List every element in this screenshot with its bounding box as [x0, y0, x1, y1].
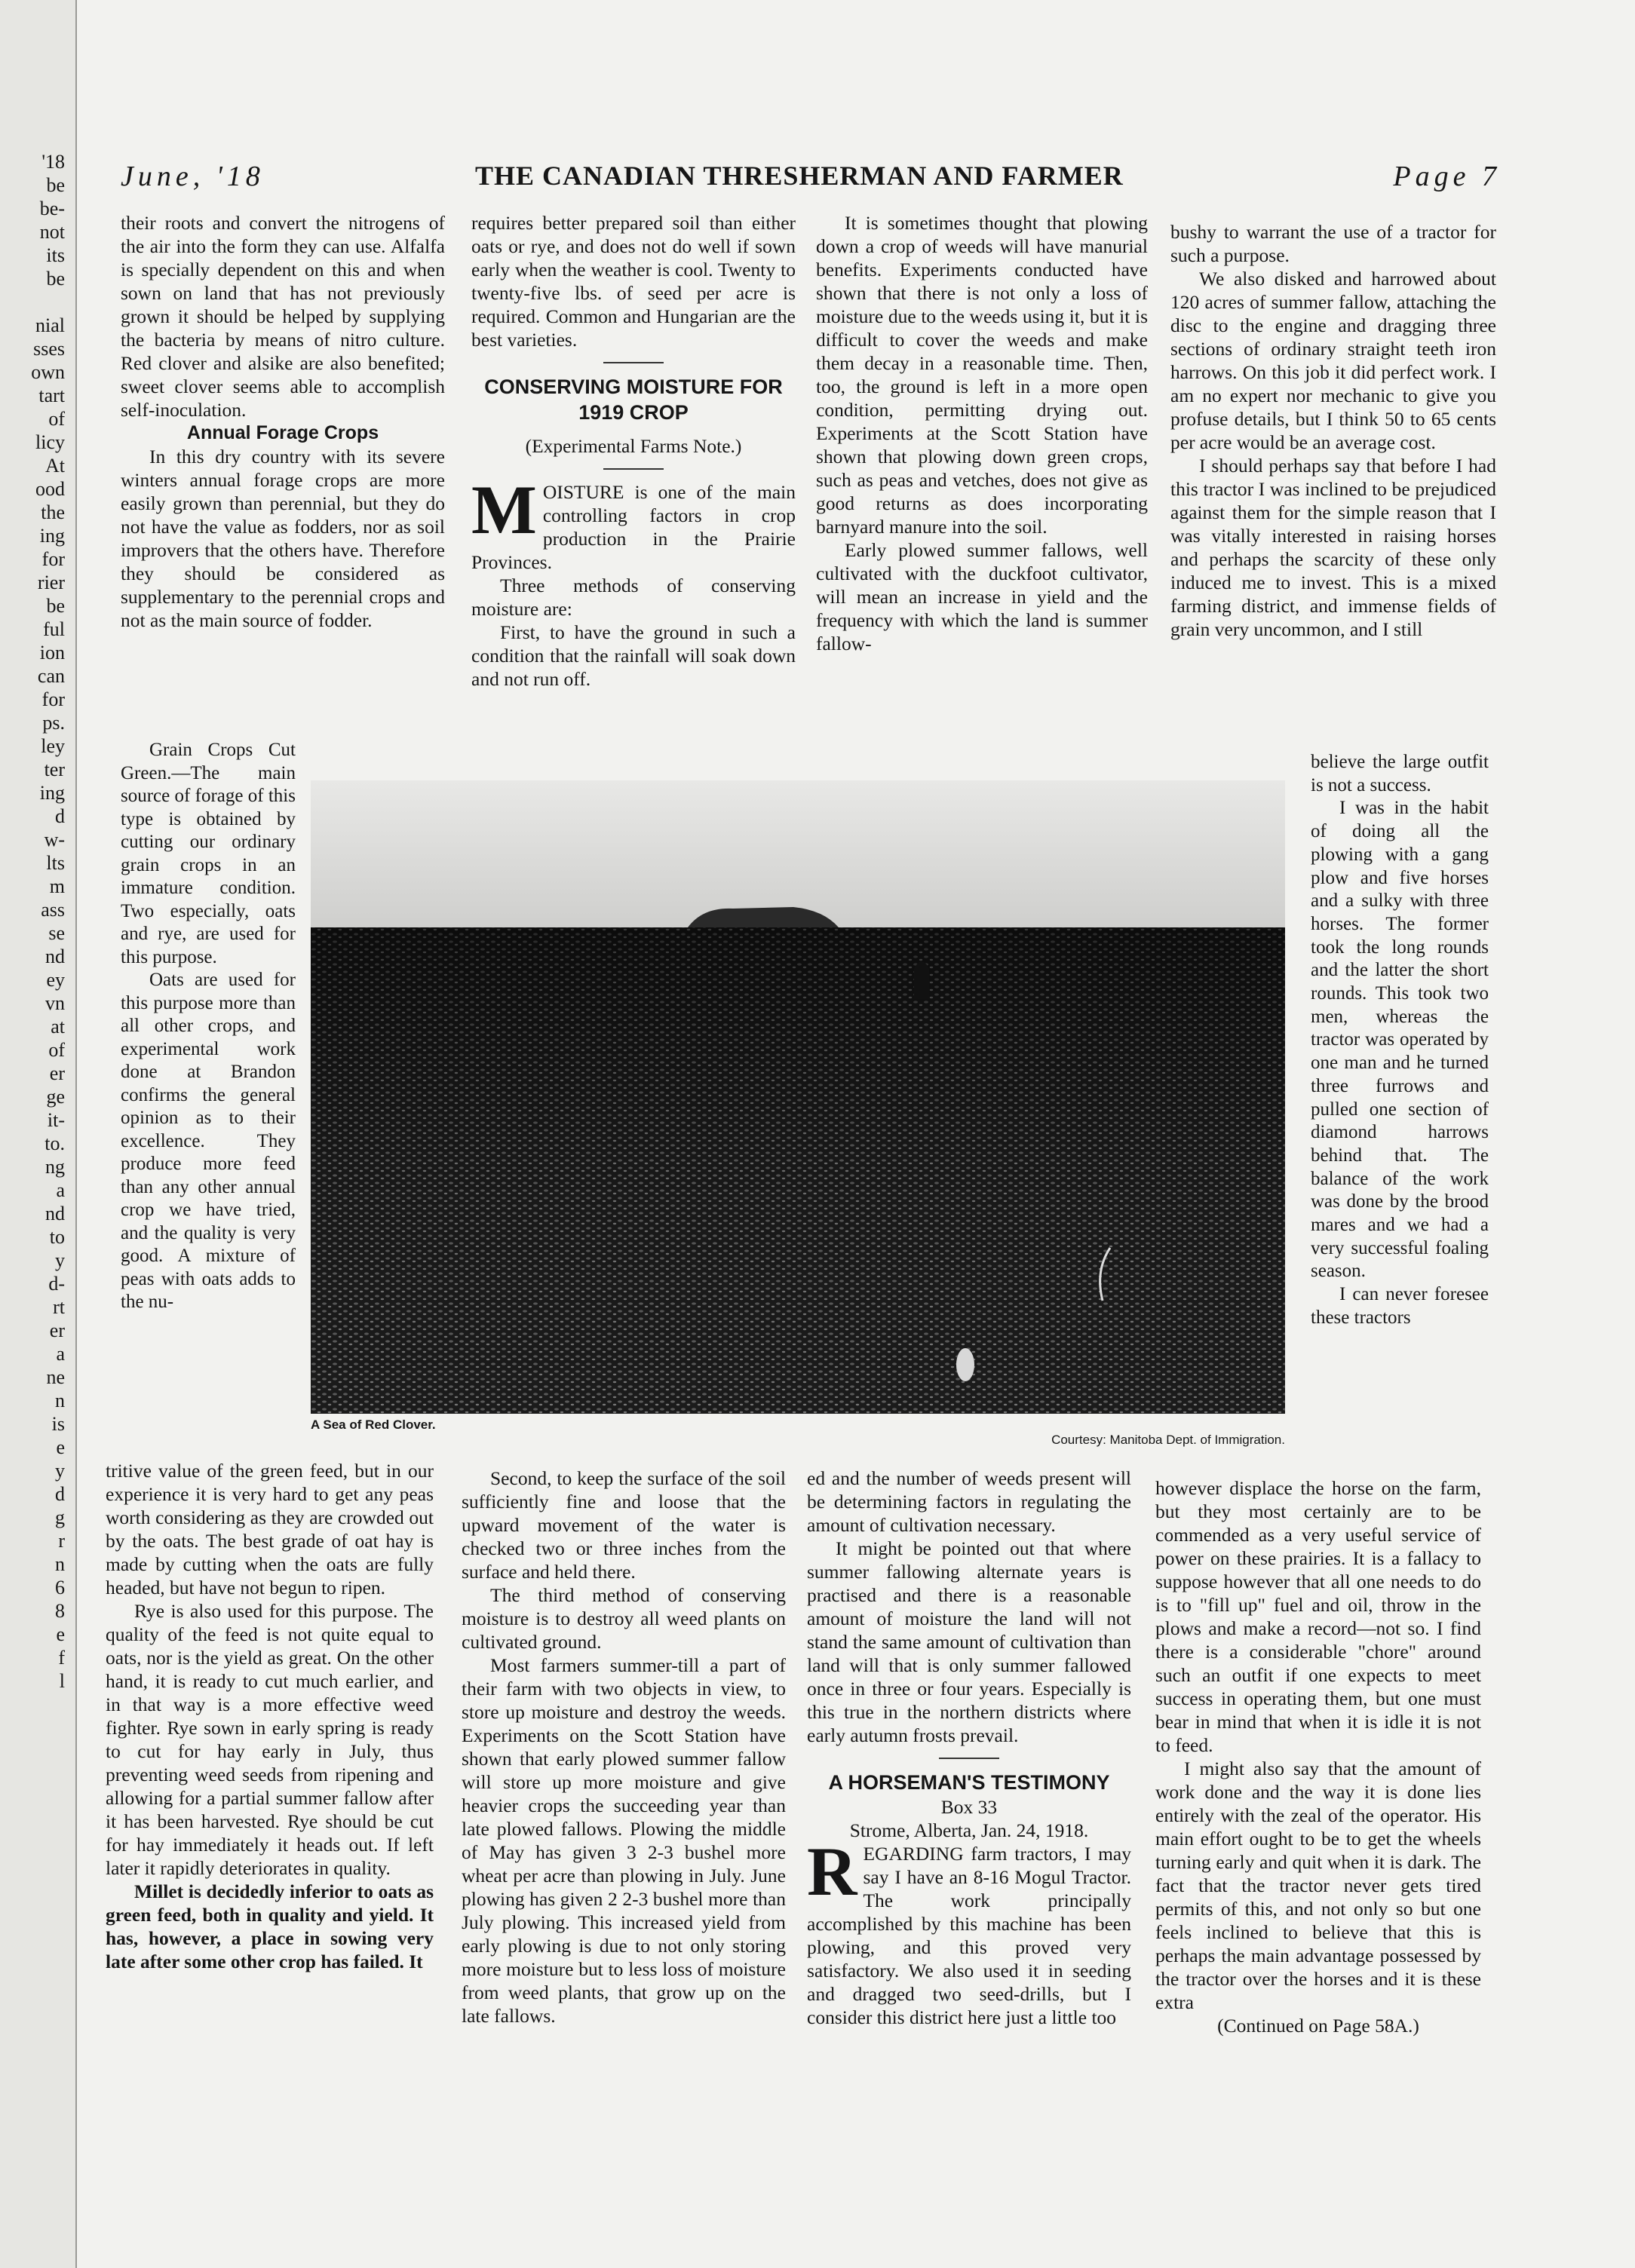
column-1-lower: [106, 1459, 434, 1973]
page-number: Page 7: [1393, 161, 1501, 192]
margin-fragment: er: [49, 1062, 65, 1084]
margin-fragment: se: [48, 922, 65, 944]
publication-title: THE CANADIAN THRESHERMAN AND FARMER: [475, 161, 1124, 191]
article-heading-conserving-moisture: CONSERVING MOISTURE FOR 1919 CROP: [484, 375, 783, 424]
page-header: [121, 160, 1501, 205]
margin-fragment: be: [46, 174, 65, 196]
paragraph: The third method of conserving moisture is to destroy all weed plants on cultivated ground.: [462, 1584, 786, 1653]
article-heading-horseman-testimony: A HORSEMAN'S TESTIMONY: [828, 1771, 1110, 1794]
paragraph: I can never foresee these tractors: [1311, 1284, 1489, 1328]
dateline: Strome, Alberta, Jan. 24, 1918.: [849, 1819, 1089, 1841]
margin-fragment: to: [49, 1226, 65, 1248]
paragraph: I might also say that the amount of work done and the way it is done lies entirely with the zeal of the operator. His main effort ought to be to get the wheels turning early and quit when it is dark. The fact that the tractor never gets tired permits of this, and not only so but one feels inclined to believe that this is perhaps the main advantage possessed by the tractor over the horses and it is these extra: [1155, 1758, 1481, 2013]
margin-fragment: tart: [38, 385, 65, 406]
margin-fragment: y: [55, 1249, 65, 1271]
margin-fragment: a: [56, 1179, 65, 1201]
margin-fragment: can: [37, 665, 65, 687]
margin-fragment: d: [55, 1483, 65, 1505]
margin-fragment: of: [48, 1039, 65, 1061]
paragraph: I was in the habit of doing all the plowing with a gang plow and five horses and a sulky with three horses. The former took the long rounds and the latter the short rounds. This took two men, whereas the tractor was operated by one man and he turned three furrows and pulled one section of diamond harrows behind that. The balance of the work was done by the brood mares and we had a very successful foaling season.: [1311, 798, 1489, 1282]
margin-fragment: ion: [39, 642, 65, 664]
margin-fragment: rier: [37, 572, 65, 593]
margin-fragment: nial: [35, 314, 65, 336]
paragraph: their roots and convert the nitrogens of the air into the form they can use. Alfalfa is specially dependent on this and when sown on land that has not previously grown it should be helped by supplying the bacteria by means of nitro culture. Red clover and alsike are also benefited; sweet clover seems able to accomplish self-inoculation.: [121, 212, 445, 421]
clover-field-photo: [311, 780, 1285, 1414]
column-4-lower: [1155, 1476, 1481, 2037]
column-2-lower: [462, 1467, 786, 2027]
paragraph: tritive value of the green feed, but in our experience it is very hard to get any peas worth considering as they are crowded out by the oats. The best grade of oat hay is made by cutting when the oats are fully headed, but have not begun to ripen.: [106, 1460, 434, 1598]
divider: [603, 468, 664, 470]
margin-fragment: rt: [53, 1296, 65, 1318]
paragraph: It might be pointed out that where summer fallowing alternate years is practised and there is a reasonable amount of moisture the land will not stand the same amount of cultivation than land will that is only summer fallowed once in three or four years. Especially is this true in the northern districts where early autumn frosts prevail.: [807, 1537, 1131, 1746]
column-1-upper: [121, 211, 445, 632]
margin-fragment: y: [55, 1460, 65, 1482]
margin-fragment: for: [41, 688, 65, 710]
continued-note: (Continued on Page 58A.): [1217, 2015, 1419, 2037]
paragraph: It is sometimes thought that plowing down a crop of weeds will have manurial benefits. Experiments conducted have shown that there is not only a loss of moisture due to the weeds using it, but it is difficult to cover the weeds and make them decay in a reasonable time. Then, too, the ground is left in a more open condition, permitting drying out. Experiments at the Scott Station have shown that plowing down green crops, such as peas and vetches, does not give as good returns as does incorporating barnyard manure into the soil.: [816, 212, 1148, 538]
margin-fragment: r: [58, 1530, 65, 1552]
margin-fragment: of: [48, 408, 65, 430]
paragraph: Early plowed summer fallows, well cultivated with the duckfoot cultivator, will mean an increase in yield and the frequency with which the land is summer fallow-: [816, 539, 1148, 654]
paragraph: Three methods of conserving moisture are:: [471, 575, 796, 620]
paragraph: REGARDING farm tractors, I may say I have an 8-16 Mogul Tractor. The work principally accomplished by this machine has been plowing, and this proved very satisfactory. We also used it in seeding and dragged two seed-drills, but I consider this district here just a little too: [807, 1833, 1131, 2028]
margin-fragment: ng: [45, 1156, 65, 1178]
drop-cap: R: [807, 1833, 857, 1910]
margin-fragment: e: [56, 1436, 65, 1458]
paragraph: ed and the number of weeds present will be determining factors in regulating the amount of cultivation necessary.: [807, 1467, 1131, 1536]
margin-fragment: ass: [41, 899, 65, 921]
paragraph: I should perhaps say that before I had this tractor I was inclined to be prejudiced against them for the simple reason that I was vitally interested in raising horses and perhaps the scarcity of these only induced me to invest. This is a mixed farming district, and immense fields of grain very uncommon, and I still: [1170, 455, 1496, 640]
paragraph: bushy to warrant the use of a tractor for such a purpose.: [1170, 221, 1496, 266]
margin-fragment: is: [51, 1413, 65, 1435]
column-2-upper: [471, 211, 796, 691]
margin-fragment: ing: [39, 525, 65, 547]
margin-fragment: licy: [35, 431, 65, 453]
paragraph: Most farmers summer-till a part of their farm with two objects in view, to store up moisture and destroy the weeds. Experiments on the Scott Station have shown that early plowed summer fallow will store up more moisture and give heavier crops the succeeding year than late plowed fallows. Plowing the middle of May has given 3 2-3 bushel more wheat per acre than plowing in July. June plowing has given 2 2-3 bushel more than July plowing. This increased yield from early plowing is due to not only storing more moisture but to less loss of moisture from weed plants, that grow up on the late fallows.: [462, 1654, 786, 2027]
margin-fragment: ood: [35, 478, 65, 500]
margin-fragment: own: [31, 361, 65, 383]
margin-fragment: its: [46, 244, 65, 266]
adjacent-page-margin: [0, 0, 77, 2268]
margin-fragment: a: [56, 1343, 65, 1365]
article-note: (Experimental Farms Note.): [525, 435, 742, 457]
margin-fragment: ps.: [42, 712, 65, 734]
column-4-upper: [1170, 220, 1496, 641]
paragraph: Rye is also used for this purpose. The quality of the feed is not quite equal to oats, nor is the yield as great. On the other hand, it is ready to cut much earlier, and in that way is a more effective weed fighter. Rye sown in early spring is ready to cut for hay early in July, thus preventing weed seeds from ripening and allowing for a partial summer fallow after it has been harvested. Rye should be cut for hay immediately it heads out. If left later it rapidly deteriorates in quality.: [106, 1600, 434, 1879]
distant-figure: [914, 961, 929, 999]
margin-fragment: vn: [45, 992, 65, 1014]
paragraph: believe the large outfit is not a success.: [1311, 752, 1489, 795]
margin-fragment: ey: [46, 969, 65, 991]
issue-date: June, '18: [121, 161, 265, 192]
drop-cap: M: [471, 471, 537, 548]
margin-fragment: ful: [43, 618, 65, 640]
margin-fragment: w-: [44, 829, 65, 851]
margin-fragment: not: [39, 221, 65, 243]
margin-fragment: At: [45, 455, 65, 477]
margin-fragment: for: [41, 548, 65, 570]
column-3-lower: [807, 1467, 1131, 2029]
photo-image: [311, 780, 1285, 1414]
margin-fragment: m: [49, 875, 65, 897]
margin-fragment: l: [59, 1670, 65, 1692]
margin-fragment: be: [46, 595, 65, 617]
margin-fragment: e: [56, 1623, 65, 1645]
paragraph: Millet is decidedly inferior to oats as green feed, both in quality and yield. It has, however, a place in sowing very late after some other crop has failed. It: [106, 1880, 434, 1972]
column-4-narrow: [1311, 751, 1489, 1330]
paragraph: Second, to keep the surface of the soil sufficiently fine and loose that the upward movement of the water is checked two or three inches from the surface and held there.: [462, 1467, 786, 1583]
paragraph: however displace the horse on the farm, but they most certainly are to be commended as a very useful service of power on these prairies. It is a fallacy to suppose however that all one needs to do is to "fill up" fuel and oil, throw in the plows and make a record—not so. I find there is a considerable "chore" around such an outfit if one expects to meet success in operating them, but one must bear in mind that when it is idle it is not to feed.: [1155, 1477, 1481, 1756]
margin-fragment: d-: [48, 1273, 65, 1295]
paragraph: MOISTURE is one of the main controlling factors in crop production in the Prairie Provinces.: [471, 471, 796, 573]
divider: [939, 1758, 999, 1759]
margin-fragment: the: [41, 501, 65, 523]
paragraph: requires better prepared soil than either oats or rye, and does not do well if sown early when the weather is cool. Twenty to twenty-five lbs. of seed per acre is required. Common and Hungarian are the best varieties.: [471, 212, 796, 351]
paragraph: Oats are used for this purpose more than all other crops, and experimental work done at Brandon confirms the general opinion as to their excellence. They produce more feed than any other annual crop we have tried, and the quality is very good. A mixture of peas with oats adds to the nu-: [121, 970, 296, 1312]
margin-fragment: g: [55, 1506, 65, 1528]
margin-fragment: er: [49, 1319, 65, 1341]
margin-fragment: ing: [39, 782, 65, 804]
photo-credit: Courtesy: Manitoba Dept. of Immigration.: [1051, 1433, 1285, 1447]
paragraph: First, to have the ground in such a condition that the rainfall will soak down and not run off.: [471, 621, 796, 690]
margin-fragment: f: [58, 1647, 65, 1669]
column-1-narrow: [121, 739, 296, 1314]
margin-fragment: to.: [44, 1132, 65, 1154]
margin-fragment: be: [46, 268, 65, 290]
margin-fragment: d: [55, 805, 65, 827]
margin-fragment: ne: [46, 1366, 65, 1388]
column-3-upper: [816, 211, 1148, 655]
paragraph: Grain Crops Cut Green.—The main source of forage of this type is obtained by cutting our ordinary grain crops in an immature condition. Two especially, oats and rye, are used for this purpose.: [121, 740, 296, 967]
margin-fragment: nd: [45, 946, 65, 967]
margin-fragment: ter: [44, 759, 65, 780]
margin-fragment: lts: [46, 852, 65, 874]
margin-fragment: ge: [46, 1086, 65, 1108]
margin-fragment: 8: [55, 1600, 65, 1622]
margin-fragment: n: [55, 1553, 65, 1575]
margin-fragment: it-: [47, 1109, 65, 1131]
margin-fragment: '18: [41, 151, 65, 173]
sky: [311, 780, 1285, 927]
margin-fragment: sses: [33, 338, 65, 360]
photo-caption: A Sea of Red Clover.: [311, 1418, 436, 1432]
paragraph: In this dry country with its severe winters annual forage crops are more easily grown than perennial, but they do not have the value as fodders, nor as soil improvers that the others have. Therefore they should be considered as supplementary to the perennial crops and not as the main source of fodder.: [121, 446, 445, 631]
margin-fragment: be-: [39, 198, 65, 219]
divider: [603, 362, 664, 363]
margin-fragment: ley: [41, 735, 65, 757]
paragraph: We also disked and harrowed about 120 acres of summer fallow, attaching the disc to the engine and dragging three sections of ordinary straight teeth iron harrows. On this job it did perfect work. I am no expert nor mechanic to give you profuse details, but I think 50 to 65 cents per acre would be an average cost.: [1170, 268, 1496, 453]
margin-fragment: nd: [45, 1203, 65, 1224]
box-number: Box 33: [940, 1796, 998, 1818]
margin-fragment: at: [51, 1016, 65, 1037]
margin-fragment: n: [55, 1390, 65, 1411]
margin-fragment: 6: [55, 1577, 65, 1598]
subheading-annual-forage-crops: Annual Forage Crops: [186, 422, 379, 443]
